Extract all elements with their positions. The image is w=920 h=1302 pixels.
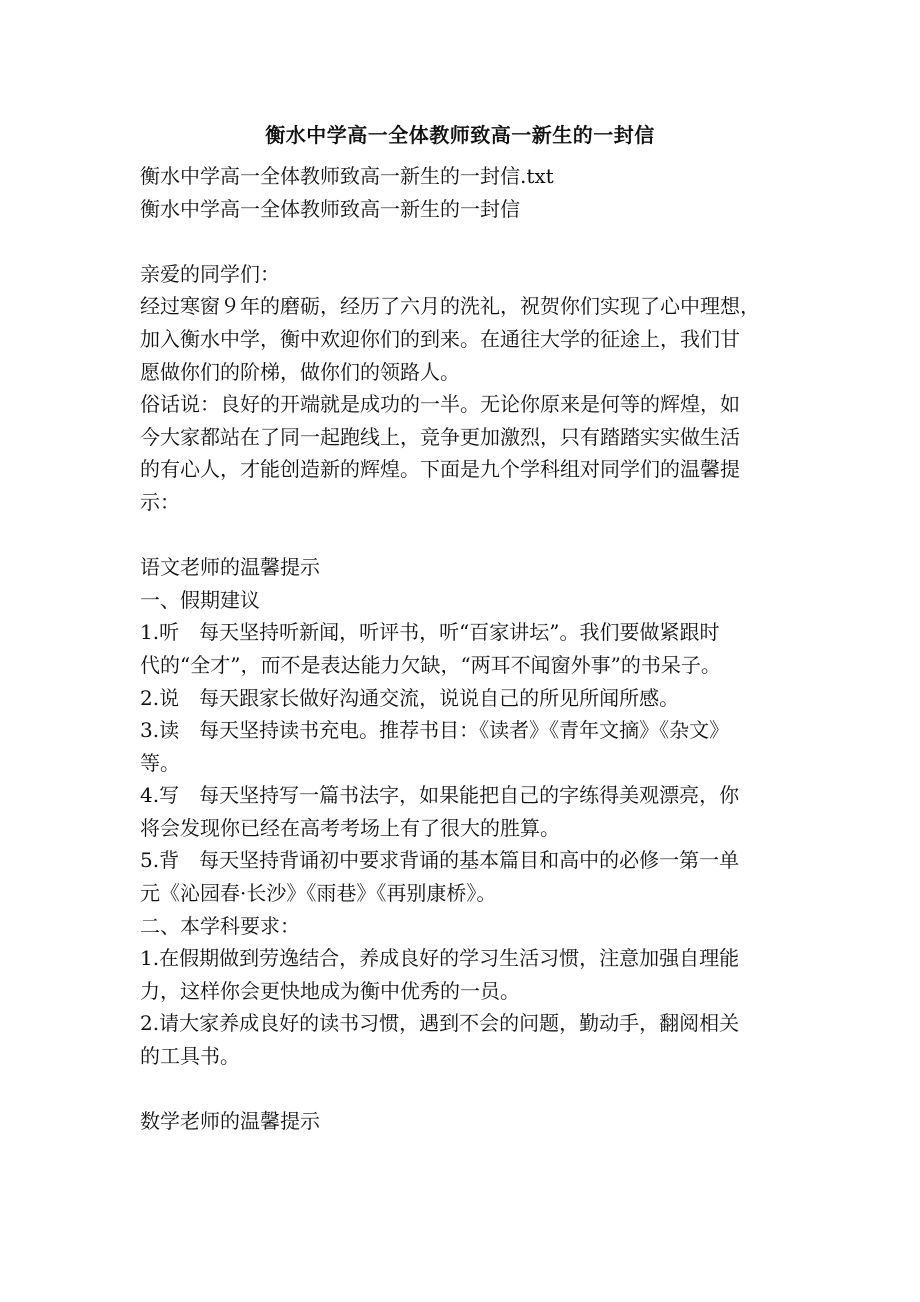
text-line: 1.听 每天坚持听新闻，听评书，听“百家讲坛”。我们要做紧跟时	[140, 620, 720, 645]
blank-line	[140, 519, 790, 552]
text-line: 元《沁园春·长沙》《雨巷》《再别康桥》。	[140, 881, 497, 906]
text-line: 3.读 每天坚持读书充电。推荐书目：《读者》《青年文摘》《杂文》	[140, 718, 730, 743]
blank-line	[140, 225, 790, 258]
document-body	[140, 160, 790, 1138]
text-line: 俗话说：良好的开端就是成功的一半。无论你原来是何等的辉煌，如	[140, 392, 740, 417]
document-title: 衡水中学高一全体教师致高一新生的一封信	[265, 123, 655, 147]
text-line: 语文老师的温馨提示	[140, 555, 320, 580]
text-line: 愿做你们的阶梯，做你们的领路人。	[140, 359, 460, 384]
text-line: 等。	[140, 750, 180, 775]
text-line: 加入衡水中学，衡中欢迎你们的到来。在通往大学的征途上，我们甘	[140, 326, 740, 351]
text-line: 衡水中学高一全体教师致高一新生的一封信	[140, 196, 520, 221]
text-line: 2.说 每天跟家长做好沟通交流，说说自己的所见所闻所感。	[140, 685, 680, 710]
text-line: 的有心人，才能创造新的辉煌。下面是九个学科组对同学们的温馨提	[140, 457, 740, 482]
text-line: 4.写 每天坚持写一篇书法字，如果能把自己的字练得美观漂亮，你	[140, 783, 740, 808]
blank-line	[140, 1073, 790, 1106]
text-line: 1.在假期做到劳逸结合，养成良好的学习生活习惯，注意加强自理能	[140, 946, 740, 971]
text-line: 一、假期建议	[140, 587, 260, 612]
text-line: 数学老师的温馨提示	[140, 1109, 320, 1134]
file-name-line: 衡水中学高一全体教师致高一新生的一封信.txt	[140, 164, 554, 188]
text-line: 今大家都站在了同一起跑线上，竞争更加激烈，只有踏踏实实做生活	[140, 424, 740, 449]
text-line: 力，这样你会更快地成为衡中优秀的一员。	[140, 978, 520, 1003]
text-line: 示：	[140, 489, 180, 514]
text-line: 二、本学科要求：	[140, 913, 300, 938]
text-line: 2.请大家养成良好的读书习惯，遇到不会的问题，勤动手，翻阅相关	[140, 1011, 740, 1036]
text-line: 将会发现你已经在高考考场上有了很大的胜算。	[140, 815, 560, 840]
text-line: 代的“全才”，而不是表达能力欠缺，“两耳不闻窗外事”的书呆子。	[140, 652, 721, 677]
text-line: 亲爱的同学们：	[140, 261, 280, 286]
text-line: 的工具书。	[140, 1044, 240, 1069]
text-line: 5.背 每天坚持背诵初中要求背诵的基本篇目和高中的必修一第一单	[140, 848, 740, 873]
text-line: 经过寒窗９年的磨砺，经历了六月的洗礼，祝贺你们实现了心中理想，	[140, 294, 760, 319]
